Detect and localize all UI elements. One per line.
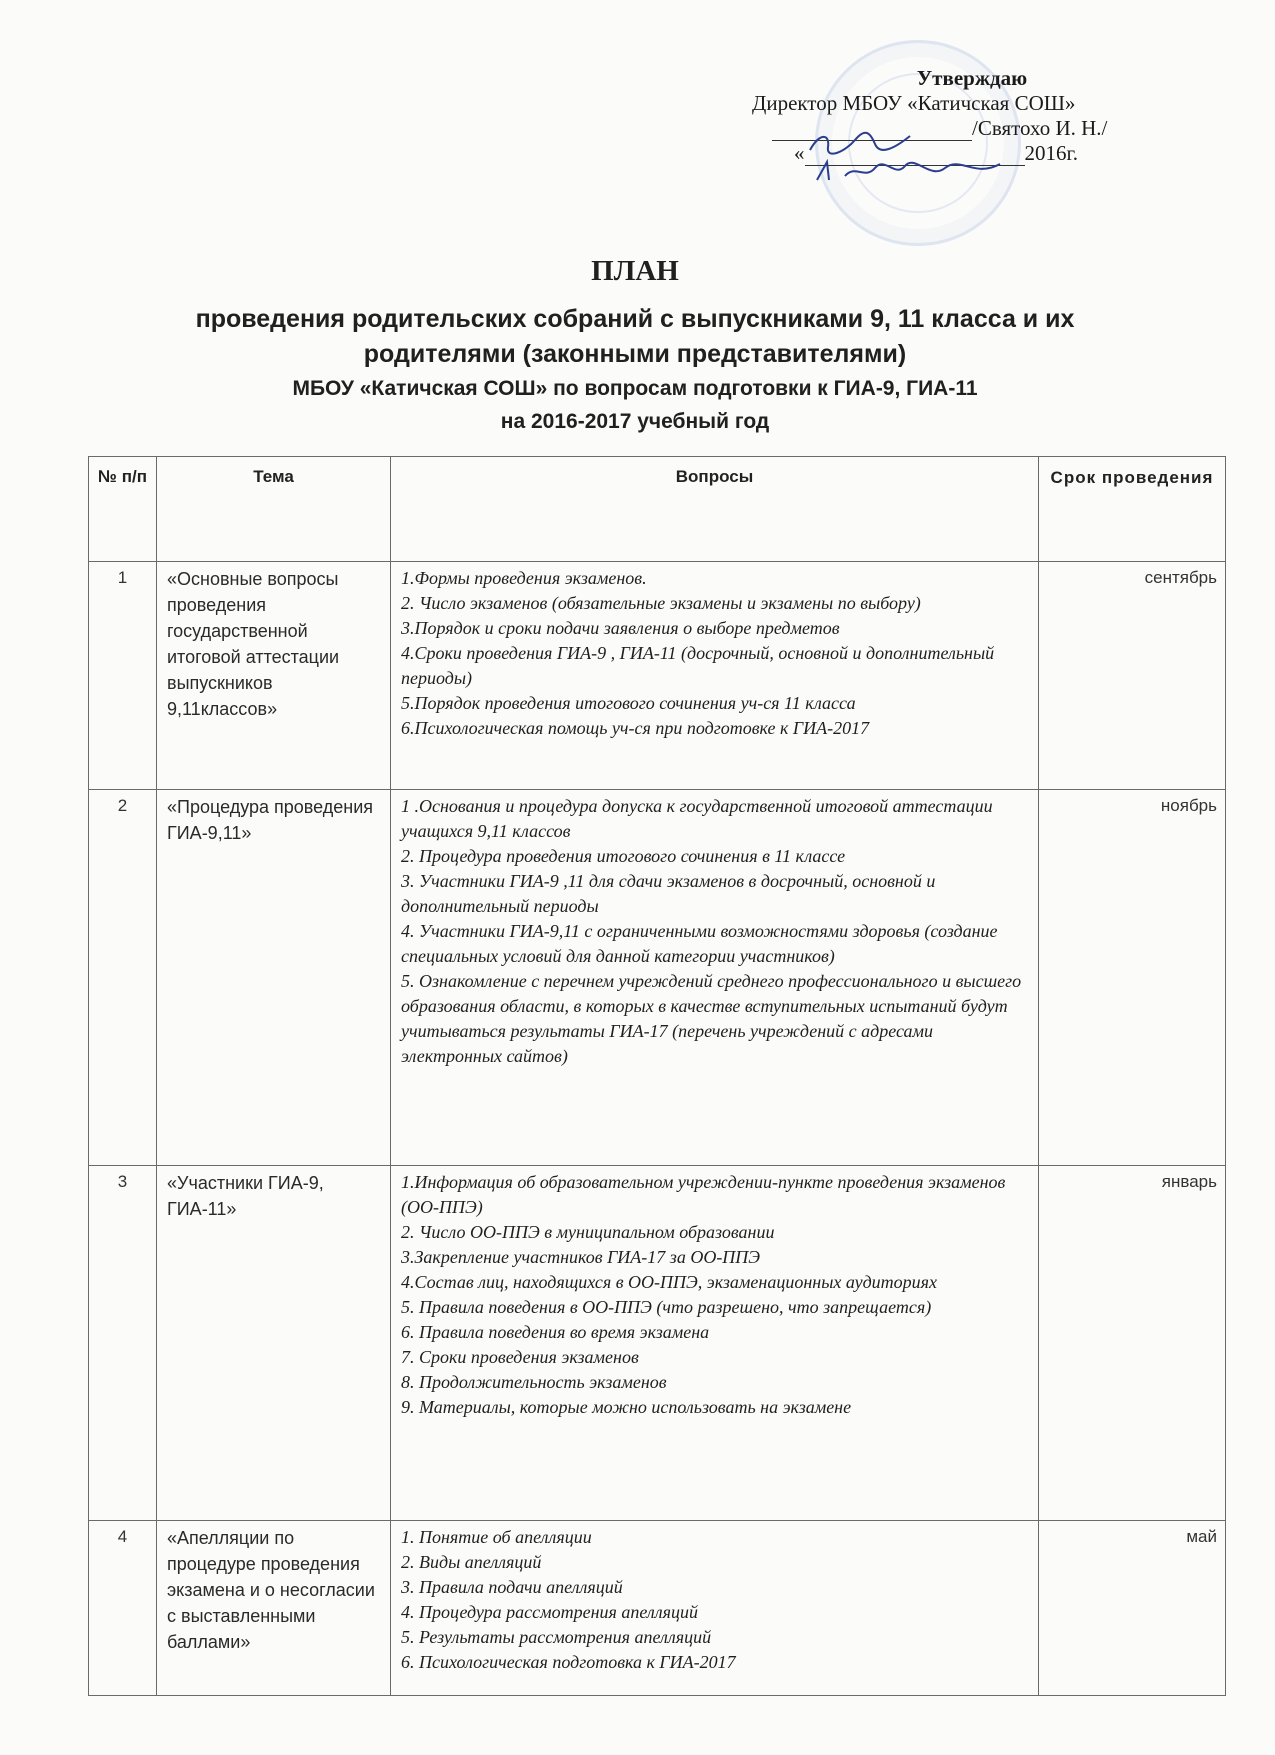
question-item: 1. Понятие об апелляции <box>401 1527 592 1547</box>
row-number: 3 <box>89 1166 157 1521</box>
row-number: 4 <box>89 1521 157 1696</box>
row-questions <box>391 1166 1039 1521</box>
page-title: ПЛАН <box>591 255 679 287</box>
question-item: 2. Виды апелляций <box>401 1552 542 1572</box>
page-subtitle-line4: на 2016-2017 учебный год <box>500 410 770 433</box>
row-number: 2 <box>89 790 157 1166</box>
question-item: 4. Участники ГИА-9,11 с ограниченными возможностями здоровья (создание специальных условий для данной категории участников) <box>401 921 998 966</box>
question-item: 5. Результаты рассмотрения апелляций <box>401 1627 712 1647</box>
row-questions <box>391 790 1039 1166</box>
question-item: 2. Число экзаменов (обязательные экзамены и экзамены по выбору) <box>401 593 921 613</box>
question-item: 2. Число ОО-ППЭ в муниципальном образовании <box>401 1222 775 1242</box>
row-term: ноябрь <box>1039 790 1226 1166</box>
question-item: 3. Правила подачи апелляций <box>401 1577 623 1597</box>
question-item: 6. Правила поведения во время экзамена <box>401 1322 710 1342</box>
row-term: январь <box>1039 1166 1226 1521</box>
approval-position: Директор МБОУ «Катичская СОШ» <box>752 91 1076 115</box>
question-item: 3.Порядок и сроки подачи заявления о выборе предметов <box>401 618 840 638</box>
question-item: 9. Материалы, которые можно использовать на экзамене <box>401 1397 852 1417</box>
plan-table <box>88 456 1226 1696</box>
question-item: 4.Сроки проведения ГИА-9 , ГИА-11 (досрочный, основной и дополнительный периоды) <box>401 643 995 688</box>
question-item: 1.Формы проведения экзаменов. <box>401 568 647 588</box>
page-subtitle-line1: проведения родительских собраний с выпускниками 9, 11 класса и их <box>195 305 1075 333</box>
row-topic: «Основные вопросы проведения государственной итоговой аттестации выпускников 9,11классов» <box>157 562 391 790</box>
question-item: 5.Порядок проведения итогового сочинения уч-ся 11 класса <box>401 693 856 713</box>
table-header-row <box>89 457 1226 562</box>
page-subtitle-line3: МБОУ «Катичская СОШ» по вопросам подготовки к ГИА-9, ГИА-11 <box>292 377 978 400</box>
row-topic: «Апелляции по процедуре проведения экзамена и о несогласии с выставленными баллами» <box>157 1521 391 1696</box>
question-item: 8. Продолжительность экзаменов <box>401 1372 667 1392</box>
question-item: 1.Информация об образовательном учреждении-пункте проведения экзаменов (ОО-ППЭ) <box>401 1172 1006 1217</box>
header-term: Срок проведения <box>1039 457 1226 562</box>
table-row <box>89 790 1226 1166</box>
question-item: 1 .Основания и процедура допуска к государственной итоговой аттестации учащихся 9,11 классов <box>401 796 993 841</box>
question-item: 6. Психологическая подготовка к ГИА-2017 <box>401 1652 736 1672</box>
question-item: 2. Процедура проведения итогового сочинения в 11 классе <box>401 846 846 866</box>
row-term: сентябрь <box>1039 562 1226 790</box>
table-row <box>89 1521 1226 1696</box>
page-subtitle-line2: родителями (законными представителями) <box>363 340 907 368</box>
handwritten-date <box>805 150 1035 190</box>
question-item: 3. Участники ГИА-9 ,11 для сдачи экзаменов в досрочный, основной и дополнительный периоды <box>401 871 936 916</box>
approval-date-year: 2016г. <box>1024 141 1078 165</box>
row-topic: «Участники ГИА-9, ГИА-11» <box>157 1166 391 1521</box>
question-item: 4.Состав лиц, находящихся в ОО-ППЭ, экзаменационных аудиториях <box>401 1272 938 1292</box>
header-num: № п/п <box>89 457 157 562</box>
question-item: 6.Психологическая помощь уч-ся при подготовке к ГИА-2017 <box>401 718 870 738</box>
header-topic: Тема <box>157 457 391 562</box>
row-number: 1 <box>89 562 157 790</box>
row-topic: «Процедура проведения ГИА-9,11» <box>157 790 391 1166</box>
row-questions <box>391 562 1039 790</box>
row-term: май <box>1039 1521 1226 1696</box>
question-item: 7. Сроки проведения экзаменов <box>401 1347 639 1367</box>
question-item: 5. Правила поведения в ОО-ППЭ (что разрешено, что запрещается) <box>401 1297 932 1317</box>
question-item: 4. Процедура рассмотрения апелляций <box>401 1602 698 1622</box>
question-item: 3.Закрепление участников ГИА-17 за ОО-ППЭ <box>401 1247 761 1267</box>
approval-date-open: « <box>794 141 805 165</box>
question-item: 5. Ознакомление с перечнем учреждений среднего профессионального и высшего образования области, в которых в качестве вступительных испытаний будут учитываться результаты ГИА-17 (перечень учреждений с адресами электронных сайтов) <box>401 971 1022 1066</box>
approval-name: /Святохо И. Н./ <box>972 116 1108 140</box>
header-questions: Вопросы <box>391 457 1039 562</box>
approval-title: Утверждаю <box>916 66 1028 90</box>
table-row <box>89 562 1226 790</box>
row-questions <box>391 1521 1039 1696</box>
table-row <box>89 1166 1226 1521</box>
